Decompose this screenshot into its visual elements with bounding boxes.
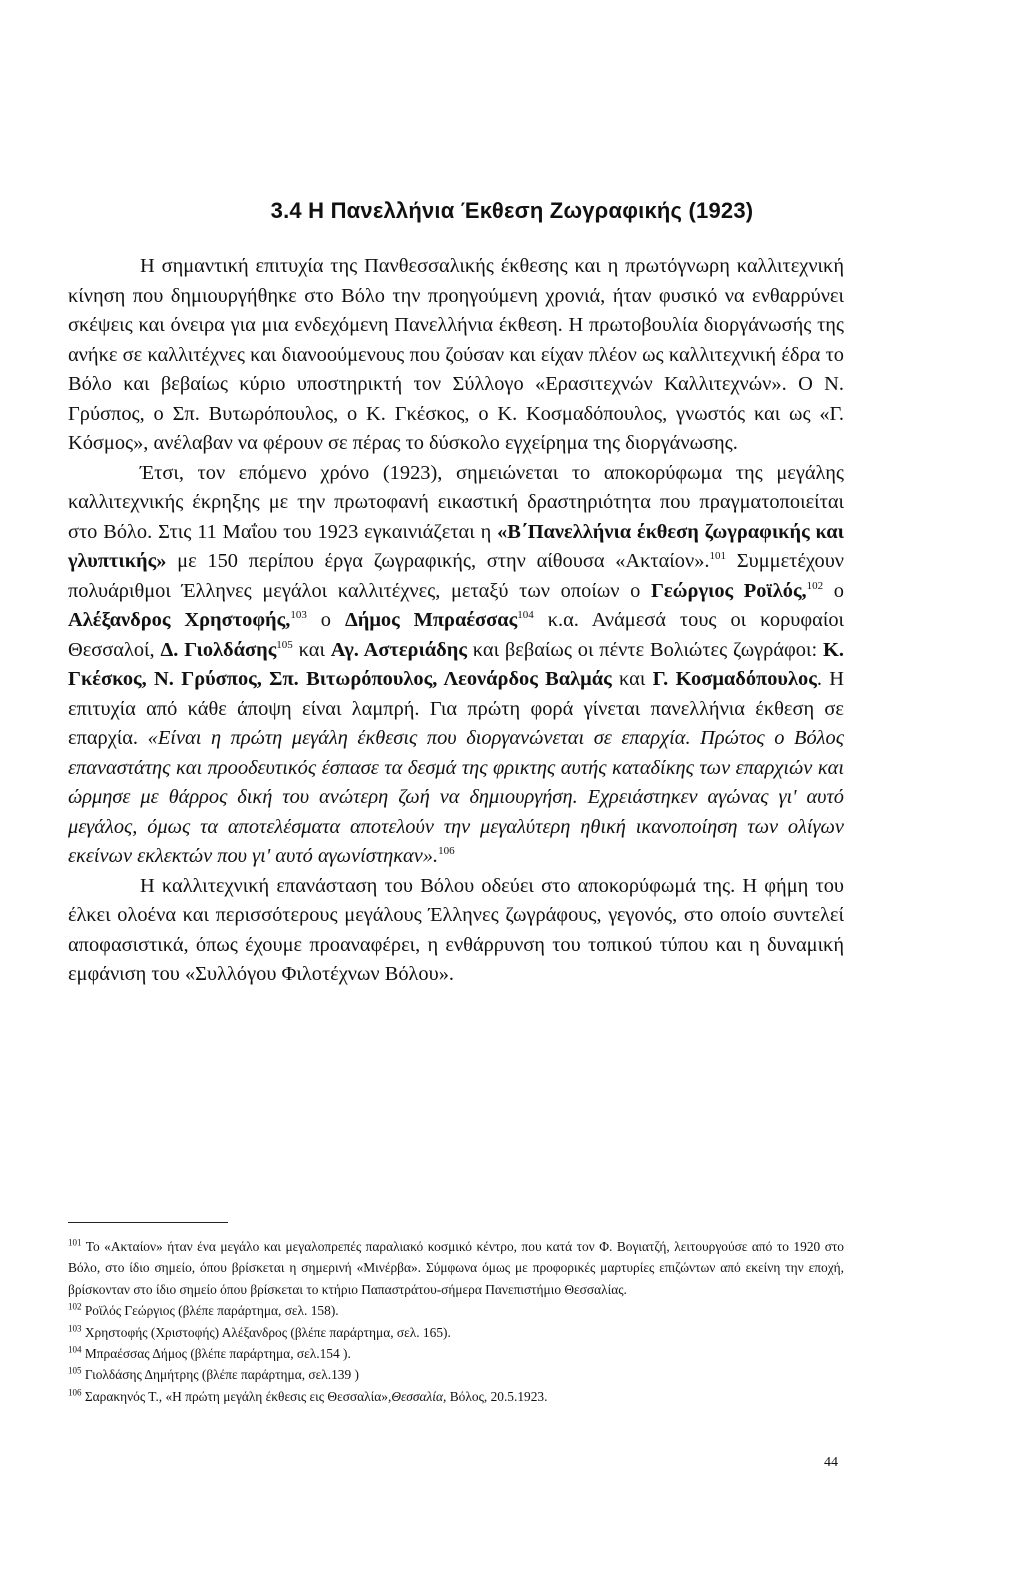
footnote-text: Χρηστοφής (Χριστοφής) Αλέξανδρος (βλέπε παράρτημα, σελ. 165). bbox=[81, 1324, 451, 1340]
footnote-separator bbox=[68, 1222, 228, 1223]
body-text bbox=[68, 252, 844, 990]
footnote-ref-104[interactable]: 104 bbox=[517, 609, 534, 622]
page-number: 44 bbox=[824, 1455, 838, 1470]
footnote-101 bbox=[68, 1236, 844, 1300]
footnote-number: 102 bbox=[68, 1301, 82, 1312]
footnote-text: Γιολδάσης Δημήτρης (βλέπε παράρτημα, σελ.139 ) bbox=[81, 1367, 360, 1383]
text-span: ο bbox=[823, 579, 844, 602]
footnote-text: Το «Ακταίον» ήταν ένα μεγάλο και μεγαλοπρεπές παραλιακό κοσμικό κέντρο, που κατά τον Φ. Βογιατζή, λειτουργούσε από το 1920 στο Βόλο, στο ίδιο σημείο, όπου βρίσκεται η σημερινή «Μινέρβα». Σύμφωνα όμως με προφορικές μαρτυρίες επιζώντων από εκείνη την εποχή, βρίσκονταν στο ίδιο σημείο όπου βρίσκεται το κτήριο Παπαστράτου-σήμερα Πανεπιστήμιο Θεσσαλίας. bbox=[68, 1239, 844, 1297]
footnote-number: 104 bbox=[68, 1344, 82, 1355]
footnote-106 bbox=[68, 1386, 844, 1407]
footnote-number: 101 bbox=[68, 1237, 82, 1248]
artist-name: Αγ. Αστεριάδης bbox=[330, 638, 467, 661]
footnote-source-title: Θεσσαλία, bbox=[391, 1388, 447, 1404]
artist-name: Δ. Γιολδάσης bbox=[160, 638, 277, 661]
section-heading: 3.4 Η Πανελλήνια Έκθεση Ζωγραφικής (1923) bbox=[270, 198, 754, 223]
footnote-number: 105 bbox=[68, 1365, 82, 1376]
footnote-text: Σαρακηνός Τ., «Η πρώτη μεγάλη έκθεσις εις Θεσσαλία», bbox=[81, 1388, 392, 1404]
paragraph-1: Η σημαντική επιτυχία της Πανθεσσαλικής έκθεσης και η πρωτόγνωρη καλλιτεχνική κίνηση που δημιουργήθηκε στο Βόλο την προηγούμενη χρονιά, ήταν φυσικό να ενθαρρύνει σκέψεις και όνειρα για μια ενδεχόμενη Πανελλήνια έκθεση. Η πρωτοβουλία διοργάνωσής της ανήκε σε καλλιτέχνες και διανοούμενους που ζούσαν και είχαν πλέον ως καλλιτεχνική έδρα το Βόλο και βεβαίως κύριο υποστηρικτή τον Σύλλογο «Ερασιτεχνών Καλλιτεχνών». Ο Ν. Γρύσπος, ο Σπ. Βυτωρόπουλος, ο Κ. Γκέσκος, ο Κ. Κοσμαδόπουλος, γνωστός και ως «Γ. Κόσμος», ανέλαβαν να φέρουν σε πέρας το δύσκολο εγχείρημα της διοργάνωσης. bbox=[68, 255, 844, 454]
text-span: και βεβαίως οι πέντε Βολιώτες ζωγράφοι: bbox=[466, 638, 824, 661]
footnote-text: Ροϊλός Γεώργιος (βλέπε παράρτημα, σελ. 158). bbox=[81, 1303, 339, 1319]
artist-name: Δήμος Μπραέσσας bbox=[344, 609, 518, 631]
footnote-ref-102[interactable]: 102 bbox=[806, 579, 824, 592]
artist-names-volos: Κ. Γκέσκος, Ν. Γρύσπος, Σπ. Βιτωρόπουλος, Λεονάρδος Βαλμάς bbox=[68, 638, 844, 690]
artist-name: Γεώργιος Ροϊλός, bbox=[650, 579, 807, 602]
footnote-text: Μπραέσσας Δήμος (βλέπε παράρτημα, σελ.154 ). bbox=[81, 1346, 351, 1362]
text-span: Συμμετέχουν πολυάριθμοι Έλληνες μεγάλοι καλλιτέχνες, μεταξύ των οποίων ο bbox=[68, 550, 845, 602]
footnote-number: 103 bbox=[68, 1323, 82, 1334]
text-span: Έτσι, τον επόμενο χρόνο (1923), σημειώνεται το αποκορύφωμα της μεγάλης καλλιτεχνικής έκρηξης με την πρωτοφανή εικαστική δραστηριότητα που πραγματοποιείται στο Βόλο. Στις 11 Μαΐου του 1923 εγκαινιάζεται η bbox=[68, 461, 844, 543]
text-span: με 150 περίπου έργα ζωγραφικής, στην αίθουσα «Ακταίον». bbox=[166, 550, 710, 572]
footnote-104 bbox=[68, 1343, 844, 1364]
text-span: ο bbox=[306, 609, 345, 631]
footnotes bbox=[68, 1236, 844, 1407]
paragraph-2 bbox=[68, 459, 844, 872]
footnote-ref-106[interactable]: 106 bbox=[438, 845, 455, 858]
text-span: κ.α. Ανάμεσά τους οι κορυφαίοι Θεσσαλοί, bbox=[68, 609, 845, 661]
footnote-number: 106 bbox=[68, 1387, 82, 1398]
text-span: και bbox=[611, 668, 653, 690]
footnote-text: Βόλος, 20.5.1923. bbox=[446, 1388, 548, 1404]
artist-name: Γ. Κοσμαδόπουλος bbox=[652, 668, 817, 690]
footnote-ref-105[interactable]: 105 bbox=[276, 638, 293, 651]
footnote-ref-101[interactable]: 101 bbox=[709, 550, 727, 563]
exhibition-title: «Β΄Πανελλήνια έκθεση ζωγραφικής και γλυπτικής» bbox=[68, 520, 844, 572]
paragraph-3: Η καλλιτεχνική επανάσταση του Βόλου οδεύει στο αποκορύφωμά της. Η φήμη του έλκει ολοένα και περισσότερους μεγάλους Έλληνες ζωγράφους, γεγονός, στο οποίο συντελεί αποφασιστικά, όπως έχουμε προαναφέρει, η ενθάρρυνση του τοπικού τύπου και η δυναμική εμφάνιση του «Συλλόγου Φιλοτέχνων Βόλου». bbox=[68, 874, 844, 985]
footnote-ref-103[interactable]: 103 bbox=[290, 609, 307, 622]
footnote-105 bbox=[68, 1364, 844, 1385]
text-span: . Η επιτυχία από κάθε άποψη είναι λαμπρή. Για πρώτη φορά γίνεται πανελλήνια έκθεση σε επαρχία. bbox=[68, 668, 844, 749]
text-span: και bbox=[292, 638, 331, 661]
artist-name: Αλέξανδρος Χρηστοφής, bbox=[68, 609, 291, 631]
press-quote: «Είναι η πρώτη μεγάλη έκθεσις που διοργανώνεται σε επαρχία. Πρώτος ο Βόλος επαναστάτης και προοδευτικός έσπασε τα δεσμά της φρικτης αυτής καταδίκης των επαρχιών και ώρμησε με θάρρος δική του ανώτερη ζωή να δημιουργήση. Εχρειάστηκεν αγώνας γι' αυτό μεγάλος, όμως τα αποτελέσματα αποτελούν την μεγαλύτερη ηθική ικανοποίηση των ολίγων εκείνων εκλεκτών που γι' αυτό αγωνίστηκαν». bbox=[68, 727, 844, 867]
footnote-103 bbox=[68, 1322, 844, 1343]
footnote-102 bbox=[68, 1300, 844, 1321]
